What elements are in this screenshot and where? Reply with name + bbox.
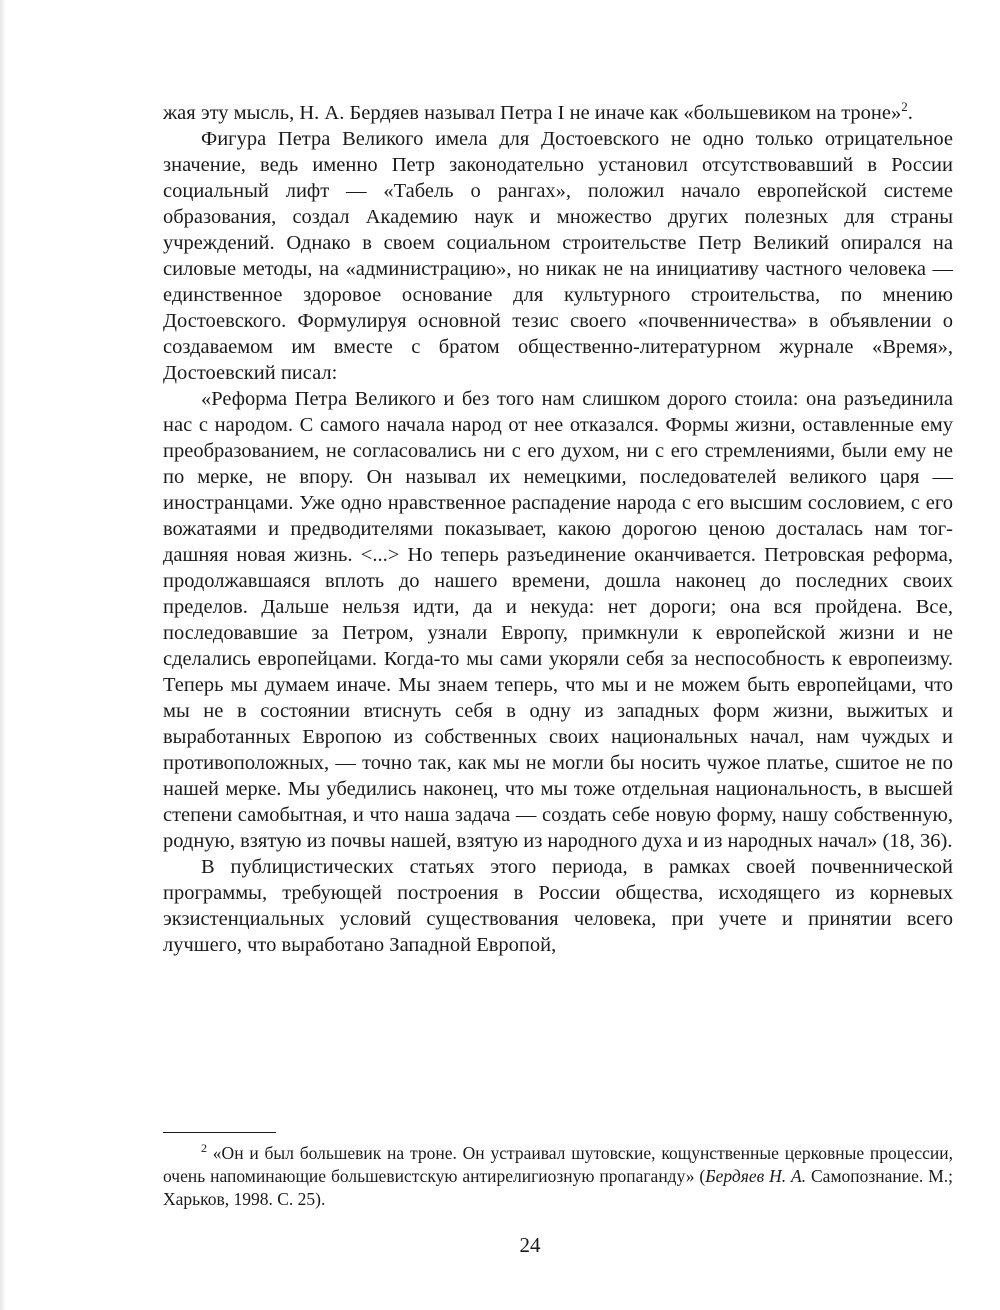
footnote-mark: 2 [201, 1141, 207, 1156]
quote-paragraph: «Реформа Петра Великого и без того нам слишком дорого стоила: она разъединила нас с народом. С самого начала народ от нее отказался. Формы жизни, оставленные ему преобразованием, не согласовались ни с его духом, ни с его стремлениями, были ему не по мерке, не впору. Он называл их немецкими, последователей великого царя — иностранцами. Уже одно нравственное распадение народа с его высшим сословием, с его вожатаями и предводителями показывает, какою дорогою ценою досталась нам тогдашняя новая жизнь. <...> Но теперь разъединение оканчивается. Петровская реформа, продолжавшаяся вплоть до нашего времени, дошла наконец до последних своих пределов. Дальше нельзя идти, да и некуда: нет дороги; она вся пройдена. Все, последовавшие за Петром, узнали Европу, примкнули к европейской жизни и не сделались европейцами. Когда-то мы сами укоряли себя за неспособность к европеизму. Теперь мы думаем иначе. Мы знаем теперь, что мы и не можем быть европейцами, что мы не в состоянии втиснуть себя в одну из западных форм жизни, выжитых и выработанных Европою из собственных своих национальных начал, нам чуждых и противоположных, — точно так, как мы не могли бы носить чужое платье, сшитое не по нашей мерке. Мы убедились наконец, что мы тоже отдельная национальность, в высшей степени самобытная, и что наша задача — создать себе новую форму, нашу собственную, родную, взятую из почвы нашей, взятую из народного духа и из народных начал» (18, 36). [163, 388, 953, 852]
paragraph-1 [163, 100, 953, 126]
footnote [163, 1142, 953, 1211]
paragraph-1-text: жая эту мысль, Н. А. Бердяев называл Петра I не иначе как «большевиком на троне» [163, 102, 902, 124]
main-text [163, 100, 953, 958]
footnote-divider [163, 1132, 276, 1133]
page-number: 24 [519, 1233, 541, 1257]
paragraph-1-end: . [907, 102, 913, 124]
footnote-author: Бердяев Н. А. [705, 1166, 807, 1186]
scan-edge-shadow [0, 0, 6, 1310]
footnote-reference[interactable]: 2 [901, 99, 908, 115]
paragraph-4: В публицистических статьях этого периода, в рамках своей почвеннической программы, требующей построения в России общества, исходящего из корневых экзистенциальных условий существования человека, при учете и принятии всего лучшего, что выработано Западной Европой, [163, 856, 953, 956]
footnote-text-before: «Он и был большевик на троне. Он устраивал шутовские, кощунственные церковные процессии, очень напоминающие большевистскую антирелигиозную пропаганду» ( [163, 1143, 953, 1186]
footnote-text-after: Самопознание. М.; Харьков, 1998. С. 25). [163, 1166, 953, 1209]
paragraph-2: Фигура Петра Великого имела для Достоевского не одно только отрицательное значение, ведь именно Петр законодательно установил отсутствовавший в России социальный лифт — «Табель о рангах», положил начало европейской системе образования, создал Академию наук и множество других полезных для страны учреждений. Однако в своем социальном строительстве Петр Великий опирался на силовые методы, на «администрацию», но никак не на инициативу частного человека — единственное здоровое основание для культурного строительства, по мнению Достоевского. Формулируя основной тезис своего «почвенничества» в объявлении о создаваемом им вместе с братом общественно-литературном журнале «Время», Достоевский писал: [163, 128, 953, 384]
